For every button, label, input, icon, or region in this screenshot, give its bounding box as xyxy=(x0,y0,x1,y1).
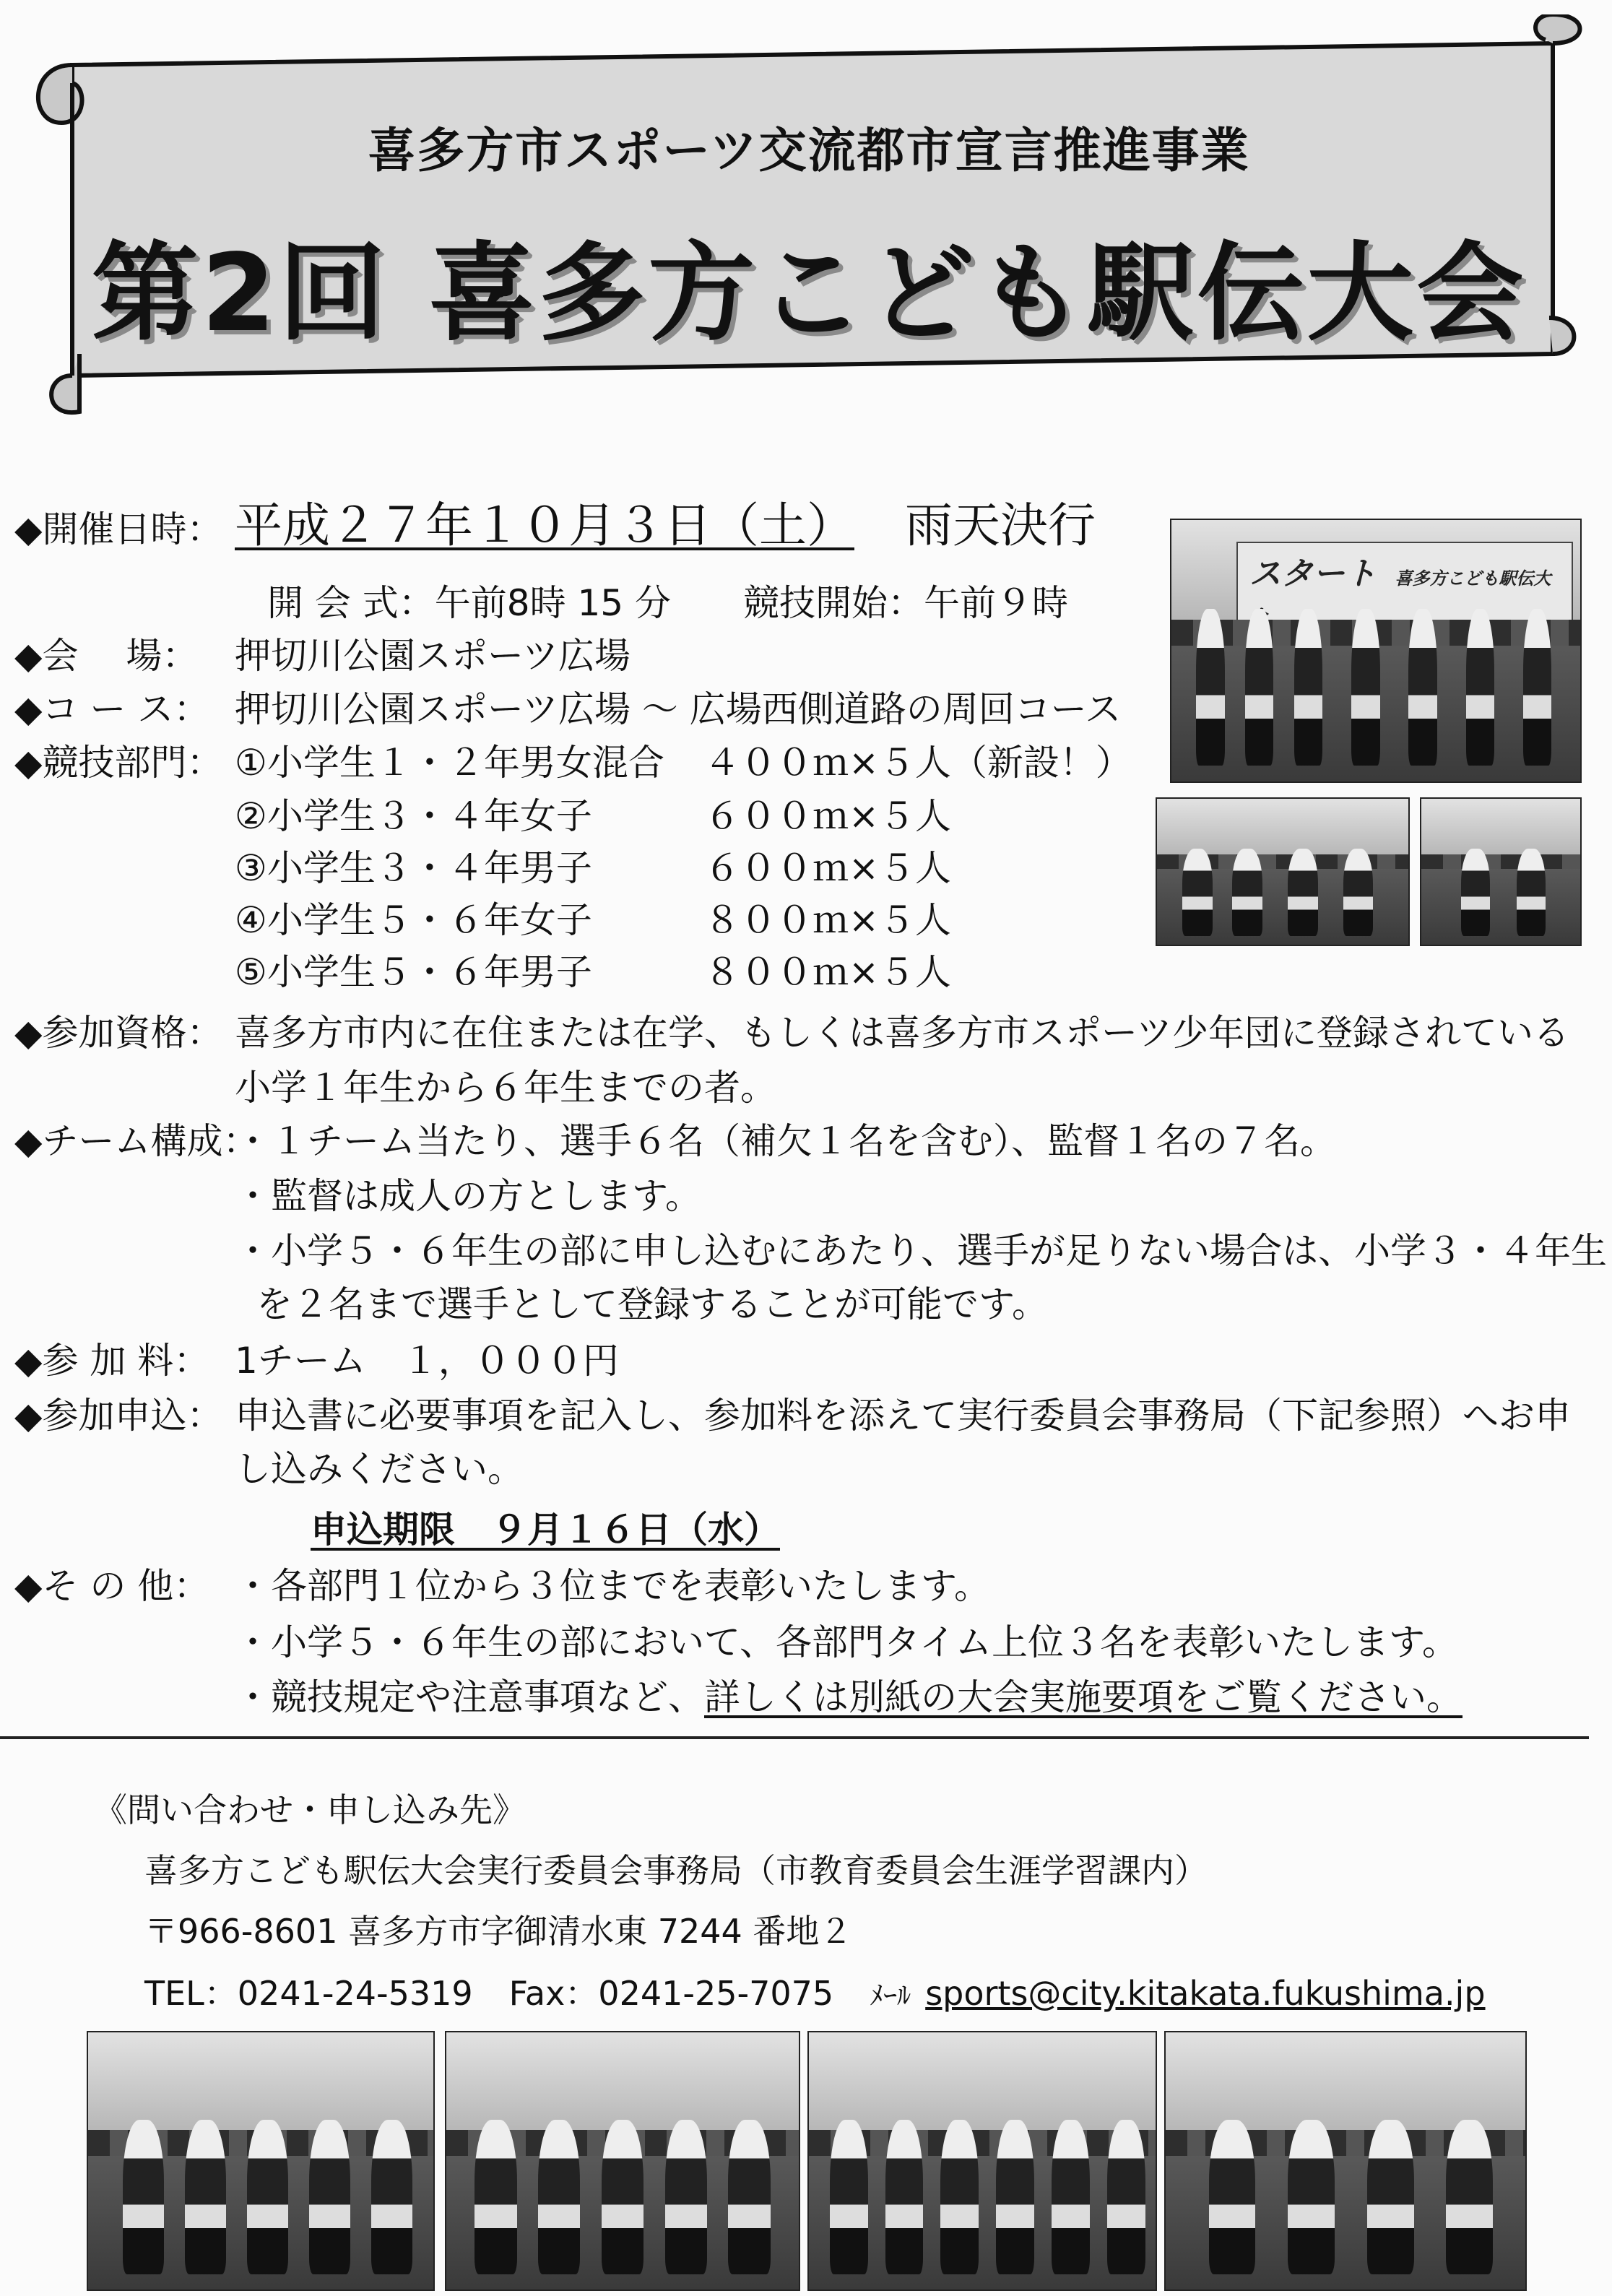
team-label: ◆チーム構成： xyxy=(14,1120,259,1162)
team-row xyxy=(235,1229,1607,1273)
guidelines-note: 詳しくは別紙の大会実施要項をご覧ください。 xyxy=(704,1676,1462,1718)
other-label: ◆そ の 他： xyxy=(14,1565,210,1607)
application-line: 申込書に必要事項を記入し、参加料を添えて実行委員会事務局（下記参照）へお申 xyxy=(235,1395,1571,1437)
division-row xyxy=(235,950,951,994)
division-distance: ６００ｍ×５人 xyxy=(704,847,951,889)
contact-tel: TEL：0241-24-5319 xyxy=(144,1974,473,2013)
fee-row xyxy=(14,1339,619,1382)
course-value: 押切川公園スポーツ広場 ～ 広場西側道路の周回コース xyxy=(235,688,1122,730)
division-row xyxy=(235,794,951,838)
other-row xyxy=(235,1621,1458,1664)
start-time: 競技開始：午前９時 xyxy=(743,582,1069,624)
other-row xyxy=(14,1564,990,1608)
mail-label: ﾒｰﾙ xyxy=(870,1980,911,2011)
team-row xyxy=(235,1174,701,1218)
division-name: ④小学生５・６年女子 xyxy=(235,899,592,941)
venue-value: 押切川公園スポーツ広場 xyxy=(235,635,630,677)
division-distance: ８００ｍ×５人 xyxy=(704,951,951,993)
banner-subtitle: 喜多方市スポーツ交流都市宣言推進事業 xyxy=(368,123,1250,178)
application-label: ◆参加申込： xyxy=(14,1395,223,1437)
application-row xyxy=(235,1447,524,1491)
award-photo xyxy=(445,2031,800,2291)
division-row xyxy=(235,846,951,890)
division-label: ◆競技部門： xyxy=(14,742,223,784)
venue-row xyxy=(14,634,630,677)
division-distance: ８００ｍ×５人 xyxy=(704,899,951,941)
start-line-photo xyxy=(1170,519,1582,783)
other-line: ・各部門１位から３位までを表彰いたします。 xyxy=(235,1565,990,1607)
contact-fax: Fax：0241-25-7075 xyxy=(508,1974,834,2013)
times-row xyxy=(267,581,1068,625)
ceremony-time: 開 会 式：午前8時 15 分 xyxy=(267,582,672,624)
division-name: ①小学生１・２年男女混合 xyxy=(235,742,664,784)
rain-note: 雨天決行 xyxy=(905,498,1096,553)
division-name: ⑤小学生５・６年男子 xyxy=(235,951,592,993)
event-date: 平成２７年１０月３日（土） xyxy=(235,498,854,553)
team-line: を２名まで選手として登録することが可能です。 xyxy=(256,1283,1048,1325)
other-row xyxy=(235,1676,1462,1719)
contact-heading: 《問い合わせ・申し込み先》 xyxy=(94,1790,526,1829)
application-deadline: 申込期限 ９月１６日（水） xyxy=(311,1509,780,1551)
start-banner-subtext: 喜多方こども駅伝大 xyxy=(1395,568,1551,589)
other-line-prefix: ・競技規定や注意事項など、 xyxy=(235,1676,704,1718)
venue-label: ◆会 場： xyxy=(14,635,199,677)
fee-label: ◆参 加 料： xyxy=(14,1340,210,1382)
banner-title: 第2回 喜多方こども駅伝大会 xyxy=(91,231,1527,355)
team-line: ・監督は成人の方とします。 xyxy=(235,1175,701,1217)
deadline-row xyxy=(311,1508,780,1551)
contact-email-link[interactable]: sports@city.kitakata.fukushima.jp xyxy=(925,1974,1486,2013)
contact-address: 〒966-8601 喜多方市字御清水東 7244 番地２ xyxy=(144,1912,853,1951)
other-line: ・小学５・６年生の部において、各部門タイム上位３名を表彰いたします。 xyxy=(235,1621,1458,1663)
contact-org: 喜多方こども駅伝大会実行委員会事務局（市教育委員会生涯学習課内） xyxy=(144,1851,1208,1890)
eligibility-row xyxy=(235,1066,776,1109)
division-name: ②小学生３・４年女子 xyxy=(235,795,592,837)
relay-photo xyxy=(1420,797,1582,946)
date-label: ◆開催日時： xyxy=(14,508,223,550)
team-line: ・１チーム当たり、選手６名（補欠１名を含む）、監督１名の７名。 xyxy=(235,1120,1336,1162)
eligibility-row xyxy=(14,1011,1569,1054)
award-photo xyxy=(807,2031,1157,2291)
date-row xyxy=(14,497,1096,554)
team-row xyxy=(256,1283,1048,1326)
division-distance: ４００ｍ×５人（新設！） xyxy=(704,742,1132,784)
title-banner xyxy=(29,14,1589,419)
start-banner-text: スタート xyxy=(1249,555,1377,592)
eligibility-line: 喜多方市内に在住または在学、もしくは喜多方市スポーツ少年団に登録されている xyxy=(235,1012,1569,1054)
award-photo xyxy=(87,2031,435,2291)
division-row xyxy=(14,741,1132,784)
eligibility-line: 小学１年生から６年生までの者。 xyxy=(235,1067,776,1109)
team-row xyxy=(14,1119,1336,1163)
course-label: ◆コ ー ス： xyxy=(14,688,210,730)
fee-value: 1チーム １，０００円 xyxy=(235,1340,619,1382)
eligibility-label: ◆参加資格： xyxy=(14,1012,223,1054)
award-photo xyxy=(1164,2031,1527,2291)
runners-photo xyxy=(1156,797,1410,946)
application-row xyxy=(14,1394,1571,1437)
team-line: ・小学５・６年生の部に申し込むにあたり、選手が足りない場合は、小学３・４年生 xyxy=(235,1230,1607,1272)
section-divider xyxy=(0,1736,1589,1739)
contact-line xyxy=(144,1967,1486,2015)
division-distance: ６００ｍ×５人 xyxy=(704,795,951,837)
division-row xyxy=(235,898,951,942)
application-line: し込みください。 xyxy=(235,1448,524,1490)
course-row xyxy=(14,688,1121,731)
division-name: ③小学生３・４年男子 xyxy=(235,847,592,889)
